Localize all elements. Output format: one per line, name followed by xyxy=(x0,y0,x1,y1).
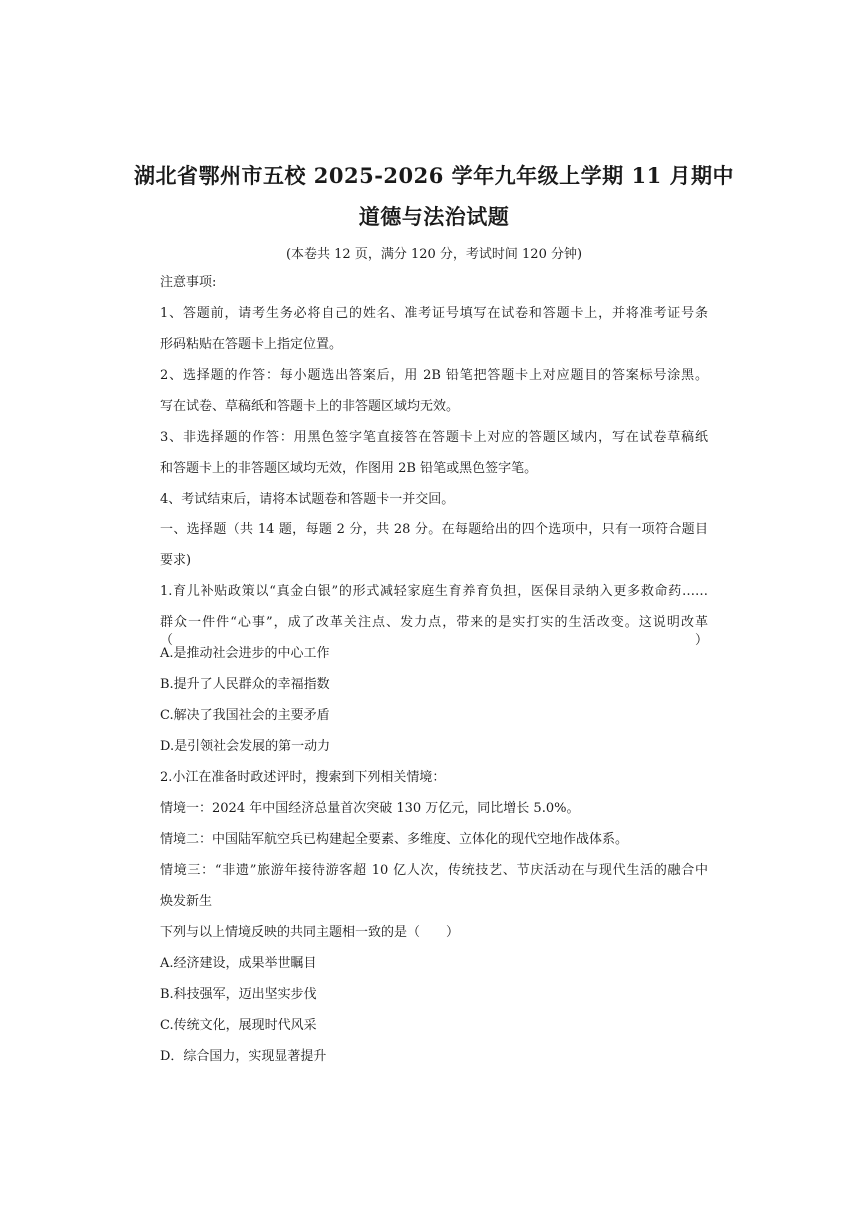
question-1-option-b: B.提升了人民群众的幸福指数 xyxy=(160,677,330,692)
question-2-scenario-2: 情境二：中国陆军航空兵已构建起全要素、多维度、立体化的现代空地作战体系。 xyxy=(160,832,629,847)
question-1-option-c: C.解决了我国社会的主要矛盾 xyxy=(160,708,330,723)
question-1-stem-cont: 群众一件件“心事”，成了改革关注点、发力点，带来的是实打实的生活改变。这说明改革（ ） xyxy=(160,615,708,648)
question-2-scenario-3-cont: 焕发新生 xyxy=(160,894,213,909)
question-1-stem: 1.育儿补贴政策以“真金白银”的形式减轻家庭生育养育负担，医保目录纳入更多救命药…… xyxy=(160,584,708,599)
question-2-scenario-3: 情境三：“非遗”旅游年接待游客超 10 亿人次，传统技艺、节庆活动在与现代生活的融合中 xyxy=(160,863,708,878)
exam-title-line2: 道德与法治试题 xyxy=(358,204,510,229)
question-2-scenario-1: 情境一：2024 年中国经济总量首次突破 130 万亿元，同比增长 5.0%。 xyxy=(160,801,580,816)
notice-heading: 注意事项: xyxy=(160,275,217,290)
question-2-option-b: B.科技强军，迈出坚实步伐 xyxy=(160,987,317,1002)
notice-item-1: 1、答题前，请考生务必将自己的姓名、准考证号填写在试卷和答题卡上，并将准考证号条 xyxy=(160,306,708,321)
question-2-option-a: A.经济建设，成果举世瞩目 xyxy=(160,956,317,971)
question-2-stem: 2.小江在准备时政述评时，搜索到下列相关情境： xyxy=(160,770,446,785)
section-1-heading: 一、选择题（共 14 题，每题 2 分，共 28 分。在每题给出的四个选项中，只有一项符合题目 xyxy=(160,522,708,537)
exam-title-line1: 湖北省鄂州市五校 2025-2026 学年九年级上学期 11 月期中 xyxy=(133,163,735,188)
notice-item-3-cont: 和答题卡上的非答题区域均无效，作图用 2B 铅笔或黑色签字笔。 xyxy=(160,461,538,476)
exam-info: (本卷共 12 页，满分 120 分，考试时间 120 分钟) xyxy=(285,247,583,262)
section-1-heading-cont: 要求) xyxy=(160,553,192,568)
question-2-prompt: 下列与以上情境反映的共同主题相一致的是（ ） xyxy=(160,925,460,940)
question-1-option-a: A.是推动社会进步的中心工作 xyxy=(160,646,330,661)
notice-item-1-cont: 形码粘贴在答题卡上指定位置。 xyxy=(160,337,343,352)
notice-item-2-cont: 写在试卷、草稿纸和答题卡上的非答题区域均无效。 xyxy=(160,399,460,414)
notice-item-2: 2、选择题的作答：每小题选出答案后，用 2B 铅笔把答题卡上对应题目的答案标号涂黑。 xyxy=(160,368,708,383)
notice-item-4: 4、考试结束后，请将本试题卷和答题卡一并交回。 xyxy=(160,492,455,507)
question-2-option-d: D．综合国力，实现显著提升 xyxy=(160,1049,327,1064)
question-2-option-c: C.传统文化，展现时代风采 xyxy=(160,1018,317,1033)
notice-item-3: 3、非选择题的作答：用黑色签字笔直接答在答题卡上对应的答题区域内，写在试卷草稿纸 xyxy=(160,430,708,445)
question-1-option-d: D.是引领社会发展的第一动力 xyxy=(160,739,331,754)
